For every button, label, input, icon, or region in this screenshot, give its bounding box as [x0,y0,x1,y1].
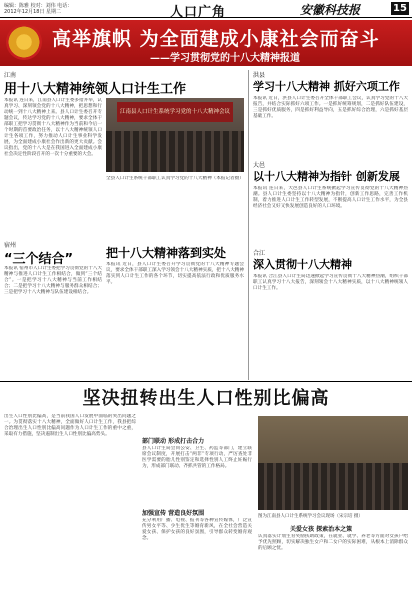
a1-body: 本报讯 连日来，江南县人口计生委多措并举，认真学习、深刻领会党的十八大精神，把思想和行动统一到十八大精神上来。县人口计生委召开专题会议，传达学习党的十八大精神，要求全体干部职工把学习贯彻十八大精神作为当前和今后一个时期的首要政治任务，以十八大精神统领人口计生各项工作，努力推动人口计生事业科学发展，为全面建成小康社会作出新的更大贡献。会议指出，党的十八大是在我国进入全面建成小康社会决定性阶段召开的一次十分重要的大会。 [4,98,102,157]
feature-photo [258,416,408,510]
feature-headline: 坚决扭转出生人口性别比偏高 [82,388,330,409]
a6-location: 合江 [253,250,266,257]
feature-body-4: 认真落实计划生育奖励扶助政策，在就业、就学、养老等方面对女孩户给予优先照顾，切实解决独生女户和二女户的实际困难，从根本上消除群众的后顾之忧。 [258,534,408,551]
photo-stage: 江南县人口计生系统学习党的十八大精神会议 [117,102,233,121]
banner-title: 高举旗帜 为全面建成小康社会而奋斗 [52,28,380,50]
masthead [0,0,412,18]
a3-body: 本报讯 连日来，大邑县人口计生系统掀起学习宣传贯彻党的十八大精神热潮。县人口计生委坚持以十八大精神为指针，创新工作思路，完善工作机制，着力推进人口计生工作转型发展，不断提高人口计生工作水平，为全县经济社会又好又快发展创造良好的人口环境。 [253,186,408,209]
meeting-photo [106,98,244,172]
party-emblem-icon [6,24,42,60]
feature-headline-wrap [0,384,412,410]
a2-body: 本报讯 近日，洪县人口计生委召开全体干部职工会议，认真学习党的十八大报告，并结合实际抓好六项工作。一是抓好统筹规划，二是抓好队伍建设，三是抓好优质服务，四是抓好利益导向，五是抓好综合治理，六是抓好基层基础工作。 [253,96,408,119]
a3-location: 大邑 [253,162,266,169]
feature-body-1: 出生人口性别比偏高，是当前我国人口发展中面临的突出问题之一。为贯彻落实十八大精神，全面做好人口计生工作，我县把综合治理出生人口性别比偏高问题作为人口计生工作的重中之重，采取有力措施，坚决遏制出生人口性别比偏高势头。 [4,414,136,437]
feature-body-3: 充分利用广播、电视、报刊等各种宣传媒体，广泛宣传男女平等、少生优生等婚育新风，在全社会营造关爱女孩、保护女孩的良好氛围，引导群众转变婚育观念。 [142,518,252,541]
a4-body: 本报讯 宿州市人口计生委把学习贯彻党的十八大精神与推进人口计生工作相结合，做到“三个结合”。一是把学习十八大精神与当前工作相结合；二是把学习十八大精神与服务群众相结合；三是把学习十八大精神与队伍建设相结合。 [4,266,102,295]
column-divider [248,70,249,380]
red-banner [0,20,412,66]
a1-location: 江南 [4,72,17,79]
a1-body-cont: 全县人口计生系统干部职工认真学习党的十八大精神（本报记者摄） [106,176,244,181]
a6-headline: 深入贯彻十八大精神 [253,258,352,271]
feature-photo-caption: 图为江南县人口计生系统学习会议现场（宋宗培 摄） [258,514,363,519]
a5-body: 本报讯 近日，县人口计生委召开学习贯彻党的十八大精神专题会议，要求全体干部职工深入学习领会十八大精神实质，把十八大精神落实到人口计生工作的各个环节，切实提高依法行政和优质服务水平。 [106,262,244,285]
feature-sub-1: 部门联动 形成打击合力 [142,438,205,445]
a1-headline: 用十八大精神统领人口计生工作 [4,82,187,97]
feature-sub-3: 关爱女孩 探索治本之策 [290,526,353,533]
a2-headline: 学习十八大精神 抓好六项工作 [253,80,400,93]
feature-body-2: 县人口计生局会同公安、卫生、药监等部门，建立联席会议制度，开展打击“两非”专项行动，严厉查处非医学需要的胎儿性别鉴定和选择性别人工终止妊娠行为，形成部门联动、齐抓共管的工作格局。 [142,446,252,469]
a2-location: 洪县 [253,72,266,79]
masthead-meta: 编辑：陈雅 校对：刘伟 电话： 2012年12月18日 星期二 [4,3,73,15]
banner-subtitle: ——学习贯彻党的十八大精神报道 [150,53,300,64]
photo-audience [106,131,244,172]
feature-rule [0,381,412,382]
paper-name: 安徽科技报 [300,3,361,17]
a4-headline: “三个结合” [4,252,74,267]
a4-location: 宿州 [4,242,17,249]
feature-sub-2: 加强宣传 营造良好氛围 [142,510,205,517]
a5-headline: 把十八大精神落到实处 [106,246,227,260]
page-number: 15 [391,2,409,15]
section-title: 人口广角 [170,5,227,20]
a6-body: 本报讯 合江县人口计生局迅速掀起学习宣传贯彻十八大精神热潮，组织干部职工认真学习十八大报告，深刻领会十八大精神实质，以十八大精神统领人口计生工作。 [253,274,408,291]
a3-headline: 以十八大精神为指针 创新发展 [253,170,400,183]
